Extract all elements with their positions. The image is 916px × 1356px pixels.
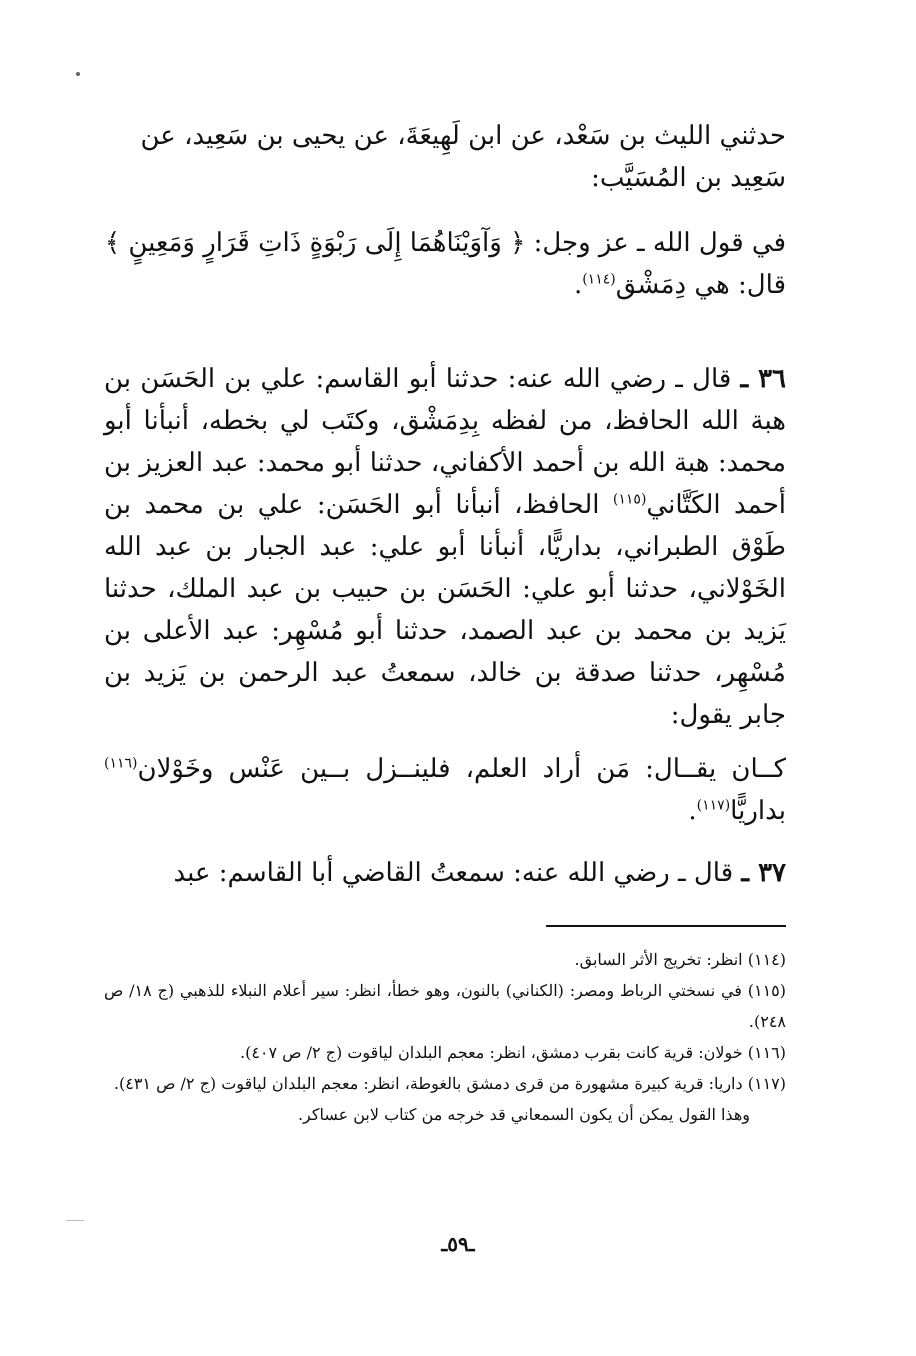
footnote-number: (١١٥): [747, 981, 787, 1000]
footnote-114: [104, 944, 786, 975]
section-37-text: قال ـ رضي الله عنه: سمعتُ القاضي أبا القاسم: عبد: [173, 858, 734, 888]
quote-line-1: في قول الله ـ عز وجل: ﴿ وَآوَيْنَاهُمَا إِلَى رَبْوَةٍ ذَاتِ قَرَارٍ وَمَعِينٍ ﴾: [104, 228, 786, 258]
section-36-number: ٣٦ ـ: [740, 364, 787, 394]
section-36-text-2: الحافظ، أنبأنا أبو الحَسَن: علي بن محمد بن طَوْق الطبراني، بداريًّا، أنبأنا أبو علي: عبد الجبار بن عبد الله الخَوْلاني، حدثنا أبو علي: الحَسَن بن حبيب بن عبد الملك، حدثنا يَزيد بن محمد بن عبد الصمد، حدثنا أبو مُسْهِر: عبد الأعلى بن مُسْهِر، حدثنا صدقة بن خالد، سمعتُ عبد الرحمن بن يَزيد بن جابر يقول:: [104, 490, 786, 730]
footnote-number: (١١٧): [747, 1074, 786, 1093]
footnotes: [104, 944, 786, 1130]
quote-line-2: [104, 264, 786, 306]
scan-speck: [76, 72, 80, 76]
intro-paragraph: [104, 115, 786, 199]
footnote-117: [104, 1068, 786, 1099]
intro-line-1: حدثني الليث بن سَعْد، عن ابن لَهِيعَةَ، عن يحيى بن سَعِيد، عن: [140, 121, 786, 151]
section-37-number: ٣٧ ـ: [741, 858, 786, 888]
section-36-text-1: قال ـ رضي الله عنه: حدثنا أبو القاسم: علي بن الحَسَن بن هبة الله الحافظ، من لفظه بِدِمَشْق، وكتَب لي بخطه، أنبأنا أبو محمد: هبة الله بن أحمد الأكفاني، حدثنا أبو محمد: عبد العزيز بن أحمد الكَتَّاني: [104, 364, 786, 520]
footnote-ref-116: (١١٦): [104, 755, 138, 772]
quote-paragraph: [104, 222, 786, 306]
footnote-117-continuation: وهذا القول يمكن أن يكون السمعاني قد خرجه من كتاب لابن عساكر.: [297, 1105, 750, 1124]
saying-end: .: [688, 796, 697, 826]
footnote-text: في نسختي الرباط ومصر: (الكناني) بالنون، وهو خطأ، انظر: سير أعلام النبلاء للذهبي (ج ١٨/ ص ٢٤٨).: [104, 981, 786, 1031]
intro-line-2: سَعِيد بن المُسَيَّب:: [591, 163, 786, 193]
section-36-body: [104, 358, 786, 736]
footnote-ref-117: (١١٧): [696, 797, 731, 814]
page-number: ـ٥٩ـ: [441, 1232, 475, 1256]
saying-body: [104, 748, 786, 832]
saying-text-1: كــان يقــال: مَن أراد العلم، فلينــزل بــين عَنْس وخَوْلان: [137, 754, 786, 784]
quote-line-2-text: قال: هي دِمَشْق: [615, 270, 786, 300]
section-37-paragraph: [104, 852, 786, 894]
footnote-116: [104, 1037, 786, 1068]
section-37-body: [104, 852, 786, 894]
scan-mark: [66, 1220, 84, 1221]
footnote-text: داريا: قرية كبيرة مشهورة من قرى دمشق بالغوطة، انظر: معجم البلدان لياقوت (ج ٢/ ص ٤٣١).: [113, 1074, 743, 1093]
footnote-115: [104, 975, 786, 1037]
saying-text-2: بداريًّا: [730, 796, 786, 826]
quote-line-2-end: .: [573, 270, 583, 300]
footnote-text: خولان: قرية كانت بقرب دمشق، انظر: معجم البلدان لياقوت (ج ٢/ ص ٤٠٧).: [239, 1043, 743, 1062]
footnote-ref-115: (١١٥): [612, 491, 647, 508]
footnote-number: (١١٦): [747, 1043, 786, 1062]
saying-paragraph: [104, 748, 786, 832]
footnote-text: انظر: تخريج الأثر السابق.: [574, 950, 743, 969]
section-36-paragraph: [104, 358, 786, 736]
footnote-separator: [546, 925, 786, 927]
footnote-number: (١١٤): [747, 950, 786, 969]
footnote-ref-114: (١١٤): [582, 271, 616, 288]
